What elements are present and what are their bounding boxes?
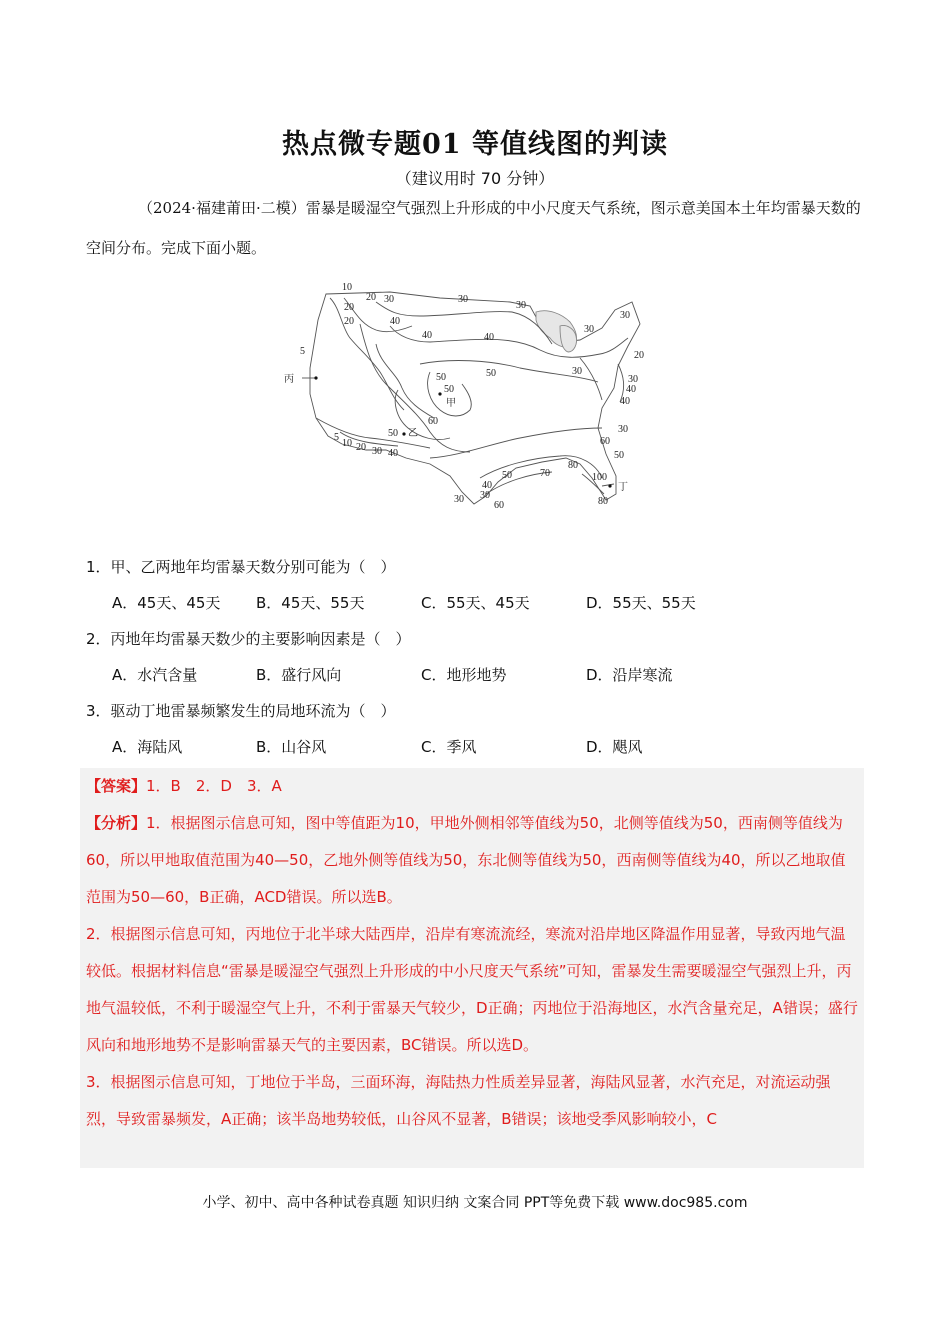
question-1-options — [112, 592, 696, 613]
question-1: 1．甲、乙两地年均雷暴天数分别可能为（ ） — [86, 558, 396, 576]
map-label: 80 — [568, 460, 578, 471]
question-3: 3．驱动丁地雷暴频繁发生的局地环流为（ ） — [86, 702, 396, 720]
map-label: 30 — [480, 490, 490, 501]
option-a: A．水汽含量 — [112, 666, 198, 684]
map-label: 50 — [502, 470, 512, 481]
map-label: 5 — [334, 432, 339, 443]
option-b: B．山谷风 — [256, 738, 327, 756]
ding-label: 丁 — [618, 482, 628, 493]
answer-line — [86, 768, 858, 805]
option-b: B．盛行风向 — [256, 666, 342, 684]
map-label: 30 — [618, 424, 628, 435]
option-d: D．沿岸寒流 — [586, 666, 673, 684]
analysis-paragraph-2: 2．根据图示信息可知，丙地位于北半球大陆西岸，沿岸有寒流流经，寒流对沿岸地区降温作用显著，导致丙地气温较低。根据材料信息“雷暴是暖湿空气强烈上升形成的中小尺度天气系统”可知，雷暴发生需要暖湿空气强烈上升，丙地气温较低，不利于暖湿空气上升，不利于雷暴天气较少，D正确；丙地位于沿海地区，水汽含量充足，A错误；盛行风向和地形地势不是影响雷暴天气的主要因素，BC错误。所以选D。 — [86, 925, 858, 1054]
option-c: C．55天、45天 — [421, 594, 530, 612]
map-label: 20 — [366, 292, 376, 303]
map-label: 30 — [516, 300, 526, 311]
map-label: 20 — [344, 316, 354, 327]
map-label: 40 — [422, 330, 432, 341]
map-label: 60 — [494, 500, 504, 511]
question-3-options — [112, 736, 643, 757]
map-label: 10 — [342, 282, 352, 293]
map-label: 80 — [598, 496, 608, 507]
map-label: 50 — [436, 372, 446, 383]
page-subtitle: （建议用时 70 分钟） — [395, 169, 555, 188]
yi-label: 乙 — [408, 428, 418, 439]
map-label: 40 — [620, 396, 630, 407]
analysis-tag: 【分析】 — [86, 814, 147, 832]
map-label: 40 — [626, 384, 636, 395]
map-label: 10 — [342, 438, 352, 449]
map-label: 20 — [634, 350, 644, 361]
map-label: 30 — [584, 324, 594, 335]
map-label: 40 — [482, 480, 492, 491]
answer-section — [80, 768, 864, 1168]
map-label: 30 — [454, 494, 464, 505]
thunderstorm-isoline-map — [280, 268, 660, 520]
option-a: A．海陆风 — [112, 738, 183, 756]
page-footer: 小学、初中、高中各种试卷真题 知识归纳 文案合同 PPT等免费下载 www.doc985.com — [202, 1195, 748, 1211]
map-label: 50 — [444, 384, 454, 395]
option-d: D．飓风 — [586, 738, 643, 756]
option-b: B．45天、55天 — [256, 594, 365, 612]
intro-text: （2024·福建莆田·二模）雷暴是暖湿空气强烈上升形成的中小尺度天气系统，图示意美国本土年均雷暴天数的空间分布。完成下面小题。 — [86, 199, 861, 257]
map-label: 50 — [486, 368, 496, 379]
map-label: 40 — [484, 332, 494, 343]
map-label: 20 — [344, 302, 354, 313]
jia-label: 甲 — [446, 398, 456, 409]
question-2-options — [112, 664, 673, 685]
page-title: 热点微专题01 等值线图的判读 — [282, 129, 668, 160]
option-a: A．45天、45天 — [112, 594, 221, 612]
map-label: 60 — [428, 416, 438, 427]
option-c: C．地形地势 — [421, 666, 507, 684]
map-label: 100 — [592, 472, 607, 483]
map-label: 50 — [388, 428, 398, 439]
question-2: 2．丙地年均雷暴天数少的主要影响因素是（ ） — [86, 630, 411, 648]
map-label: 30 — [372, 446, 382, 457]
map-label: 30 — [620, 310, 630, 321]
map-label: 40 — [390, 316, 400, 327]
analysis-text-1: 1．根据图示信息可知，图中等值距为10，甲地外侧相邻等值线为50，北侧等值线为50，西南侧等值线为60，所以甲地取值范围为40—50，乙地外侧等值线为50，东北侧等值线为50，西南侧等值线为40，所以乙地取值范围为50—60，B正确，ACD错误。所以选B。 — [86, 814, 846, 906]
map-label: 20 — [356, 442, 366, 453]
map-label: 40 — [388, 448, 398, 459]
bing-label: 丙 — [284, 374, 294, 385]
map-label: 30 — [572, 366, 582, 377]
map-label: 5 — [300, 346, 305, 357]
answer-text: 1．B 2．D 3．A — [146, 777, 282, 795]
map-label: 30 — [458, 294, 468, 305]
analysis-paragraph-1 — [86, 805, 858, 916]
analysis-paragraph-3: 3．根据图示信息可知，丁地位于半岛，三面环海，海陆热力性质差异显著，海陆风显著，水汽充足，对流运动强烈，导致雷暴频发，A正确；该半岛地势较低，山谷风不显著，B错误；该地受季风影响较小，C — [86, 1073, 831, 1128]
answer-tag: 【答案】 — [86, 777, 147, 795]
map-label: 70 — [540, 468, 550, 479]
map-label: 30 — [628, 374, 638, 385]
map-label: 50 — [614, 450, 624, 461]
option-d: D．55天、55天 — [586, 594, 696, 612]
map-label: 60 — [600, 436, 610, 447]
map-label: 30 — [384, 294, 394, 305]
option-c: C．季风 — [421, 738, 477, 756]
